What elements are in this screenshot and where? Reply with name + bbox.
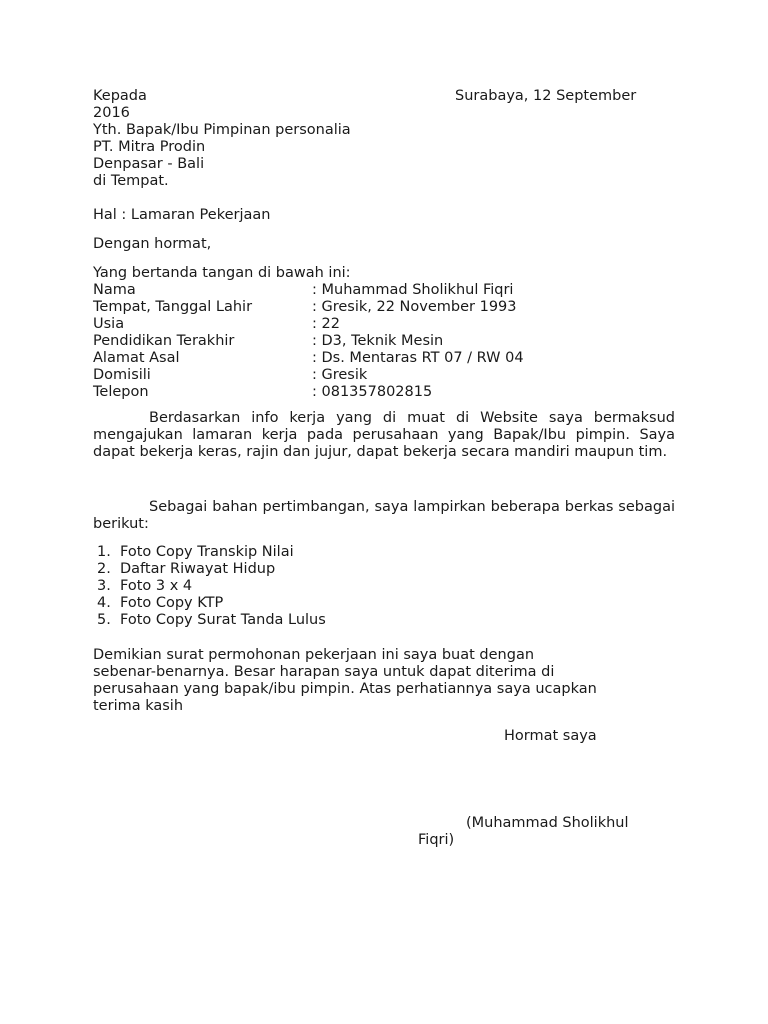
salutation-to: Kepada [93, 88, 147, 104]
list-item-text: Foto Copy Transkip Nilai [120, 544, 294, 560]
identity-label: Tempat, Tanggal Lahir [93, 299, 253, 315]
closing-line: sebenar-benarnya. Besar harapan saya untuk dapat diterima di [93, 664, 555, 680]
list-item [93, 544, 493, 561]
closing-line: terima kasih [93, 698, 184, 714]
date-year: 2016 [93, 105, 130, 121]
recipient-line: Denpasar - Bali [93, 156, 205, 172]
recipient-line: Yth. Bapak/Ibu Pimpinan personalia [93, 122, 351, 138]
identity-row-alamat [93, 350, 693, 367]
list-item-number: 2. [97, 561, 111, 577]
body-paragraph-purpose: Berdasarkan info kerja yang di muat di Website saya bermaksud mengajukan lamaran kerja pada perusahaan yang Bapak/Ibu pimpin. Saya dapat bekerja keras, rajin dan jujur, dapat bekerja secara mandiri maupun tim. [93, 410, 675, 460]
body-paragraph-attachments-intro: Sebagai bahan pertimbangan, saya lampirkan beberapa berkas sebagai berikut: [93, 499, 675, 532]
list-item-text: Foto Copy Surat Tanda Lulus [120, 612, 326, 628]
list-item [93, 612, 493, 629]
letter-greeting: Dengan hormat, [93, 236, 212, 252]
list-item [93, 561, 493, 578]
list-item [93, 595, 493, 612]
list-item-number: 5. [97, 612, 111, 628]
identity-table [93, 282, 693, 401]
identity-label: Pendidikan Terakhir [93, 333, 235, 349]
identity-value: : Gresik [312, 367, 368, 383]
identity-value: : 081357802815 [312, 384, 433, 400]
identity-value: : Ds. Mentaras RT 07 / RW 04 [312, 350, 524, 366]
identity-row-nama [93, 282, 693, 299]
identity-label: Alamat Asal [93, 350, 180, 366]
identity-label: Usia [93, 316, 125, 332]
list-item-number: 1. [97, 544, 111, 560]
identity-value: : D3, Teknik Mesin [312, 333, 444, 349]
attachments-list [93, 544, 493, 629]
identity-row-usia [93, 316, 693, 333]
list-item-text: Foto 3 x 4 [120, 578, 193, 594]
identity-row-domisili [93, 367, 693, 384]
closing-line: Demikian surat permohonan pekerjaan ini saya buat dengan [93, 647, 535, 663]
identity-value: : Gresik, 22 November 1993 [312, 299, 517, 315]
identity-value: : Muhammad Sholikhul Fiqri [312, 282, 514, 298]
identity-label: Nama [93, 282, 136, 298]
letter-subject: Hal : Lamaran Pekerjaan [93, 207, 271, 223]
identity-row-pendidikan [93, 333, 693, 350]
signature-name-continued: Fiqri) [418, 832, 455, 848]
identity-label: Telepon [93, 384, 149, 400]
list-item-number: 3. [97, 578, 111, 594]
recipient-line: di Tempat. [93, 173, 169, 189]
identity-row-ttl [93, 299, 693, 316]
identity-row-telepon [93, 384, 693, 401]
body-paragraph-closing [93, 647, 653, 715]
identity-value: : 22 [312, 316, 340, 332]
recipient-line: PT. Mitra Prodin [93, 139, 206, 155]
closing-line: perusahaan yang bapak/ibu pimpin. Atas perhatiannya saya ucapkan [93, 681, 597, 697]
signature-name: (Muhammad Sholikhul [466, 815, 629, 831]
letter-intro: Yang bertanda tangan di bawah ini: [93, 265, 351, 281]
recipient-address [93, 122, 351, 190]
list-item-text: Daftar Riwayat Hidup [120, 561, 276, 577]
place-date: Surabaya, 12 September [455, 88, 637, 104]
closing-phrase: Hormat saya [504, 728, 597, 744]
identity-label: Domisili [93, 367, 151, 383]
list-item [93, 578, 493, 595]
list-item-number: 4. [97, 595, 111, 611]
list-item-text: Foto Copy KTP [120, 595, 224, 611]
